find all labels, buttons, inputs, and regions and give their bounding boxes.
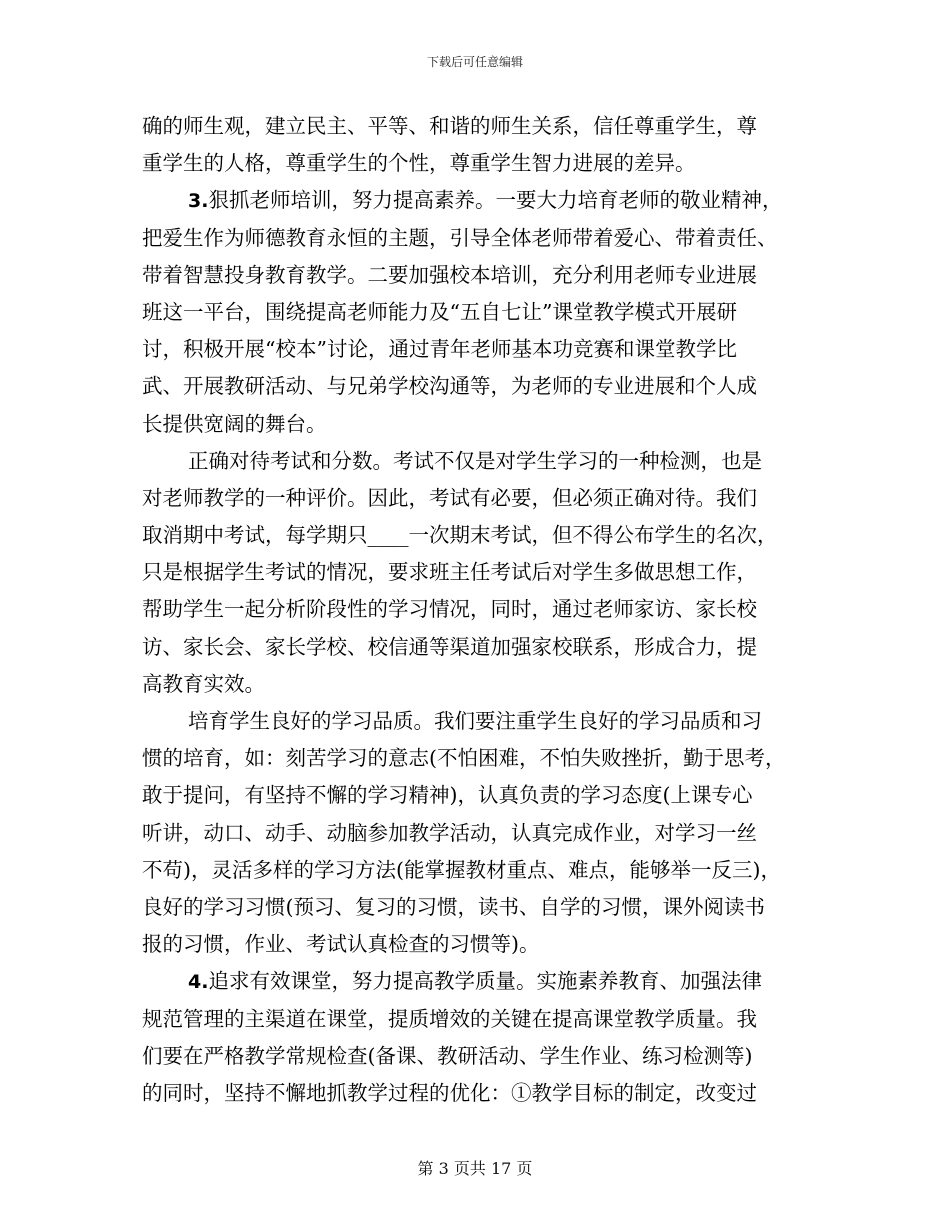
text-line bbox=[142, 331, 832, 368]
text-line bbox=[142, 1075, 832, 1112]
text-line bbox=[142, 1001, 832, 1038]
text-line bbox=[142, 220, 832, 257]
line-text: 把爱生作为师德教育永恒的主题，引导全体老师带着爱心、带着责任、 bbox=[142, 225, 778, 250]
line-text: 班这一平台，围绕提高老师能力及“五自七让”课堂教学模式开展研 bbox=[142, 299, 737, 324]
page-footer: 第 3 页共 17 页 bbox=[417, 1159, 533, 1178]
line-text: 长提供宽阔的舞台。 bbox=[142, 411, 327, 436]
line-text: 们要在严格教学常规检查(备课、教研活动、学生作业、练习检测等) bbox=[142, 1043, 753, 1068]
line-text: 狠抓老师培训，努力提高素养。一要大力培育老师的敬业精神， bbox=[208, 188, 783, 213]
line-text: 的同时，坚持不懈地抓教学过程的优化：①教学目标的制定，改变过 bbox=[142, 1080, 757, 1105]
line-text: 重学生的人格，尊重学生的个性，尊重学生智力进展的差异。 bbox=[142, 151, 696, 176]
text-line bbox=[142, 963, 832, 1000]
text-line bbox=[142, 406, 832, 443]
text-line bbox=[142, 815, 832, 852]
text-line bbox=[142, 554, 832, 591]
text-line bbox=[142, 1038, 832, 1075]
text-line bbox=[142, 257, 832, 294]
line-text: 确的师生观，建立民主、平等、和谐的师生关系，信任尊重学生，尊 bbox=[142, 114, 757, 138]
line-text: 培育学生良好的学习品质。我们要注重学生良好的学习品质和习 bbox=[188, 709, 762, 733]
text-line bbox=[142, 666, 832, 703]
text-line bbox=[142, 889, 832, 926]
line-text: 取消期中考试，每学期只____一次期末考试，但不得公布学生的名次， bbox=[142, 523, 778, 548]
page-header: 下载后可任意编辑 bbox=[426, 55, 523, 69]
text-line bbox=[142, 740, 832, 777]
line-text: 高教育实效。 bbox=[142, 671, 265, 696]
line-text: 敢于提问，有坚持不懈的学习精神)，认真负责的学习态度(上课专心 bbox=[142, 783, 753, 808]
text-line bbox=[142, 368, 832, 405]
text-line bbox=[142, 182, 832, 219]
line-text: 听讲，动口、动手、动脑参加教学活动，认真完成作业，对学习一丝 bbox=[142, 820, 757, 845]
line-text: 只是根据学生考试的情况，要求班主任考试后对学生多做思想工作， bbox=[142, 560, 757, 585]
line-text: 访、家长会、家长学校、校信通等渠道加强家校联系，形成合力，提 bbox=[142, 634, 757, 659]
line-text: 良好的学习习惯(预习、复习的习惯，读书、自学的习惯，课外阅读书 bbox=[142, 894, 765, 919]
text-line bbox=[142, 852, 832, 889]
text-line bbox=[142, 294, 832, 331]
list-number: 3. bbox=[188, 190, 209, 213]
line-text: 惯的培育，如：刻苦学习的意志(不怕困难，不怕失败挫折，勤于思考， bbox=[142, 746, 786, 771]
text-line bbox=[142, 443, 832, 480]
line-text: 报的习惯，作业、考试认真检查的习惯等)。 bbox=[142, 932, 540, 957]
text-line bbox=[142, 517, 832, 554]
list-number: 4. bbox=[188, 971, 209, 994]
line-text: 追求有效课堂，努力提高教学质量。实施素养教育、加强法律 bbox=[208, 969, 762, 994]
document-body bbox=[142, 108, 832, 1112]
line-text: 规范管理的主渠道在课堂，提质增效的关键在提高课堂教学质量。我 bbox=[142, 1006, 757, 1031]
line-text: 讨，积极开展“校本”讨论，通过青年老师基本功竞赛和课堂教学比 bbox=[142, 337, 737, 362]
text-line bbox=[142, 629, 832, 666]
text-line bbox=[142, 145, 832, 182]
text-line bbox=[142, 777, 832, 814]
line-text: 对老师教学的一种评价。因此，考试有必要，但必须正确对待。我们 bbox=[142, 485, 757, 510]
line-text: 正确对待考试和分数。考试不仅是对学生学习的一种检测，也是 bbox=[188, 448, 762, 473]
line-text: 带着智慧投身教育教学。二要加强校本培训，充分利用老师专业进展 bbox=[142, 262, 757, 287]
text-line bbox=[142, 926, 832, 963]
text-line bbox=[142, 480, 832, 517]
line-text: 武、开展教研活动、与兄弟学校沟通等，为老师的专业进展和个人成 bbox=[142, 374, 757, 399]
text-line bbox=[142, 703, 832, 740]
line-text: 帮助学生一起分析阶段性的学习情况，同时，通过老师家访、家长校 bbox=[142, 597, 757, 622]
text-line bbox=[142, 591, 832, 628]
line-text: 不苟)，灵活多样的学习方法(能掌握教材重点、难点，能够举一反三)， bbox=[142, 857, 781, 882]
text-line bbox=[142, 108, 832, 145]
